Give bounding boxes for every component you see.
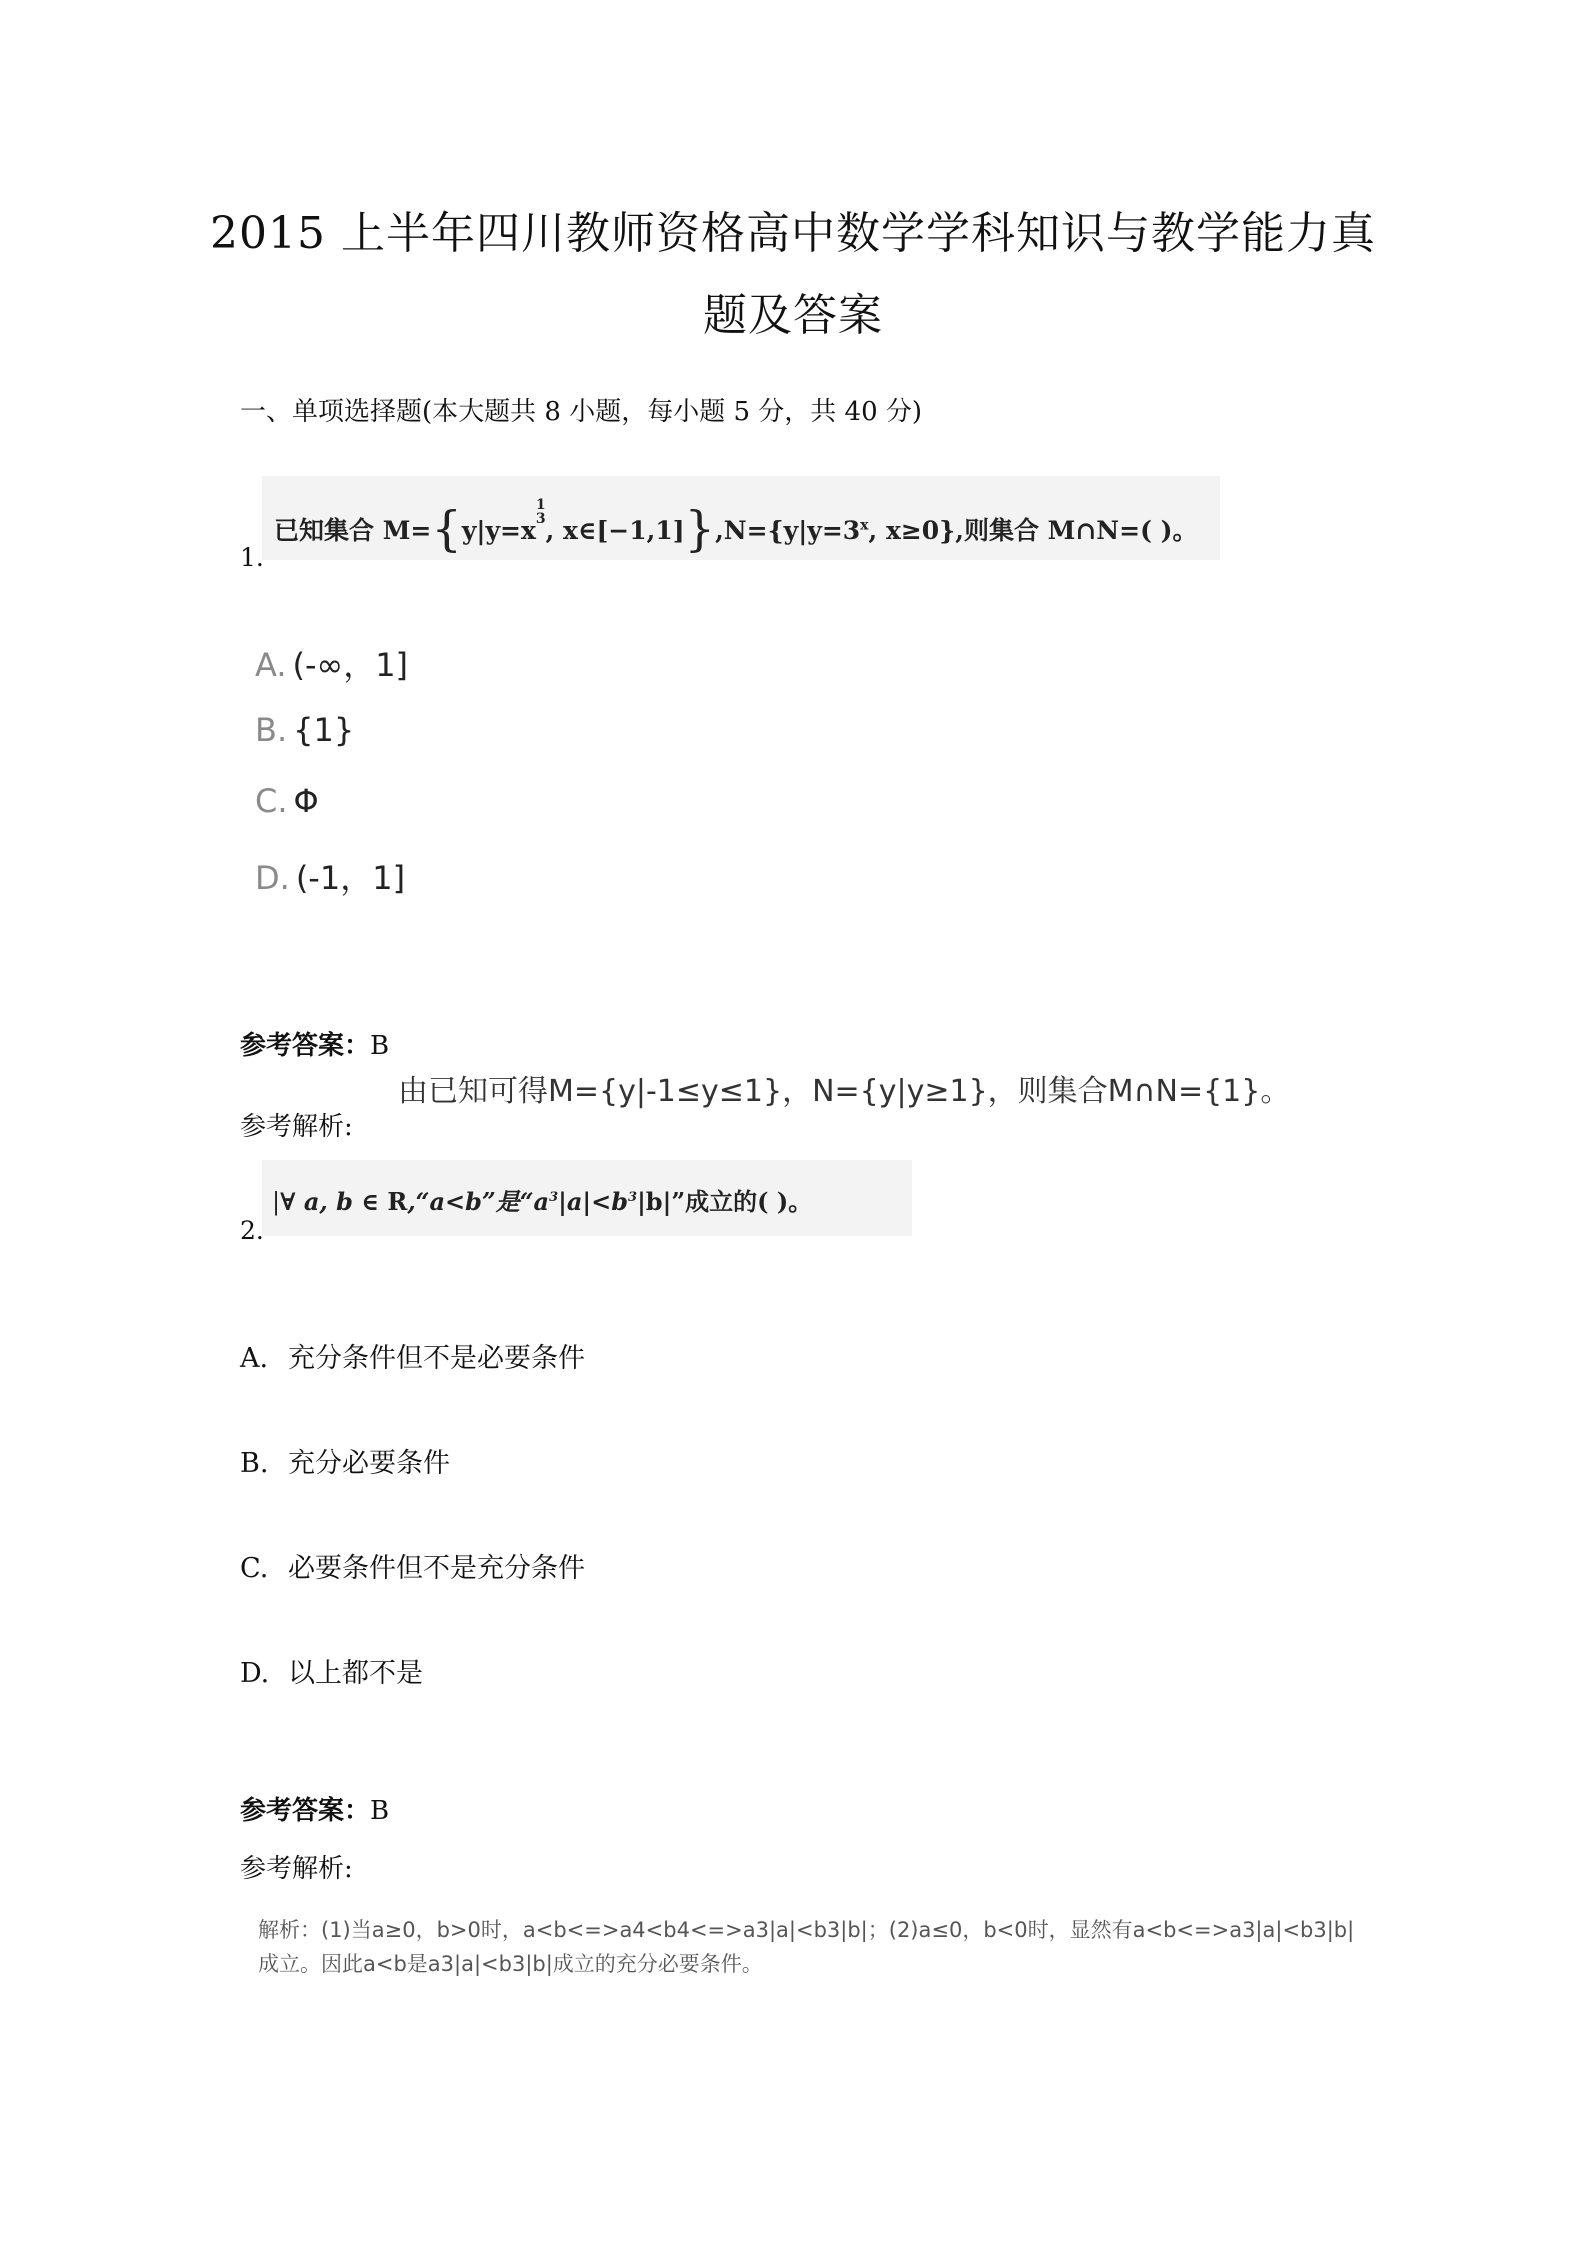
option-letter: B. [240, 1448, 269, 1479]
q1-stem-part: ,N={y|y=3 [715, 516, 861, 545]
option-text: 必要条件但不是充分条件 [288, 1553, 585, 1584]
q2-stem-bold-r: R [387, 1187, 408, 1216]
option-letter: B. [255, 711, 288, 749]
answer-label: 参考答案： [240, 1796, 371, 1826]
question-2-analysis-label: 参考解析: [240, 1854, 353, 1884]
q2-stem-part: |b|”成立的( )。 [637, 1187, 813, 1216]
option-letter: D. [240, 1658, 270, 1689]
document-title-line-1: 2015 上半年四川教师资格高中数学学科知识与教学能力真 [210, 208, 1376, 259]
question-1-answer [240, 1025, 389, 1062]
q2-stem-exp1: 3 [549, 1190, 559, 1205]
q1-option-d[interactable] [255, 853, 405, 899]
q2-stem-part: ∀ a, b ∈ [280, 1187, 388, 1216]
q1-stem-part: y|y=x [461, 516, 536, 545]
q2-stem-part: |a|<b [558, 1187, 629, 1216]
question-1-analysis-text: 由已知可得M={y|-1≤y≤1}，N={y|y≥1}，则集合M∩N={1}。 [398, 1074, 1291, 1109]
q1-stem-exp2: x [860, 517, 869, 534]
q2-stem-part: ,“a<b”是“a [407, 1187, 550, 1216]
q1-option-a[interactable] [255, 640, 408, 686]
answer-value: B [370, 1796, 390, 1826]
option-letter: A. [240, 1343, 269, 1374]
document-title-line-2: 题及答案 [703, 290, 883, 341]
option-text: 以上都不是 [288, 1658, 423, 1689]
q1-stem-exp-den: 3 [535, 511, 546, 527]
option-letter: D. [255, 859, 290, 897]
question-1-analysis-label: 参考解析: [240, 1112, 353, 1142]
answer-value: B [370, 1031, 390, 1061]
q1-stem-part: 已知集合 M= [274, 516, 432, 545]
option-letter: A. [255, 646, 287, 684]
option-letter: C. [255, 782, 288, 820]
q1-stem-exp-num: 1 [535, 497, 546, 513]
question-2-number: 2. [240, 1216, 264, 1245]
option-text: Φ [293, 782, 319, 820]
q2-option-b[interactable] [240, 1441, 450, 1480]
section-heading: 一、单项选择题(本大题共 8 小题，每小题 5 分，共 40 分) [240, 397, 923, 427]
q1-stem-part: , x≥0},则集合 M∩N=( )。 [868, 516, 1198, 545]
answer-label: 参考答案： [240, 1031, 371, 1061]
q2-option-c[interactable] [240, 1546, 585, 1585]
q2-option-d[interactable] [240, 1651, 423, 1690]
question-2-solution-line-1: 解析：(1)当a≥0，b>0时，a<b<=>a4<b4<=>a3|a|<b3|b|；(2)a≤0，b<0时，显然有a<b<=>a3|a|<b3|b| [258, 1918, 1355, 1942]
question-2-stem-image: |∀ a, b ∈ R,“a<b”是“$a^3|a|<b^3|b|$”成立的( )。 [262, 1160, 912, 1236]
option-text: {1} [293, 711, 355, 749]
q1-option-c[interactable] [255, 782, 319, 820]
q2-option-a[interactable] [240, 1336, 585, 1375]
option-text: (-1，1] [295, 859, 406, 897]
option-letter: C. [240, 1553, 269, 1584]
q1-option-b[interactable] [255, 711, 354, 749]
question-2-solution-line-2: 成立。因此a<b是a3|a|<b3|b|成立的充分必要条件。 [258, 1952, 763, 1976]
question-1-number: 1. [240, 543, 264, 572]
q1-stem-part: , x∈[−1,1] [545, 516, 685, 545]
option-text: (-∞，1] [292, 646, 409, 684]
question-2-answer [240, 1790, 389, 1827]
question-1-stem-image: 已知集合 $M=\{y|y=x^{1 3}$, $x\in[-1,1]\},N=\{y|y=3^x$, x≥0},则集合 M∩N=( )。 [262, 476, 1220, 560]
option-text: 充分条件但不是必要条件 [288, 1343, 585, 1374]
option-text: 充分必要条件 [288, 1448, 450, 1479]
q2-stem-exp2: 3 [628, 1190, 638, 1205]
